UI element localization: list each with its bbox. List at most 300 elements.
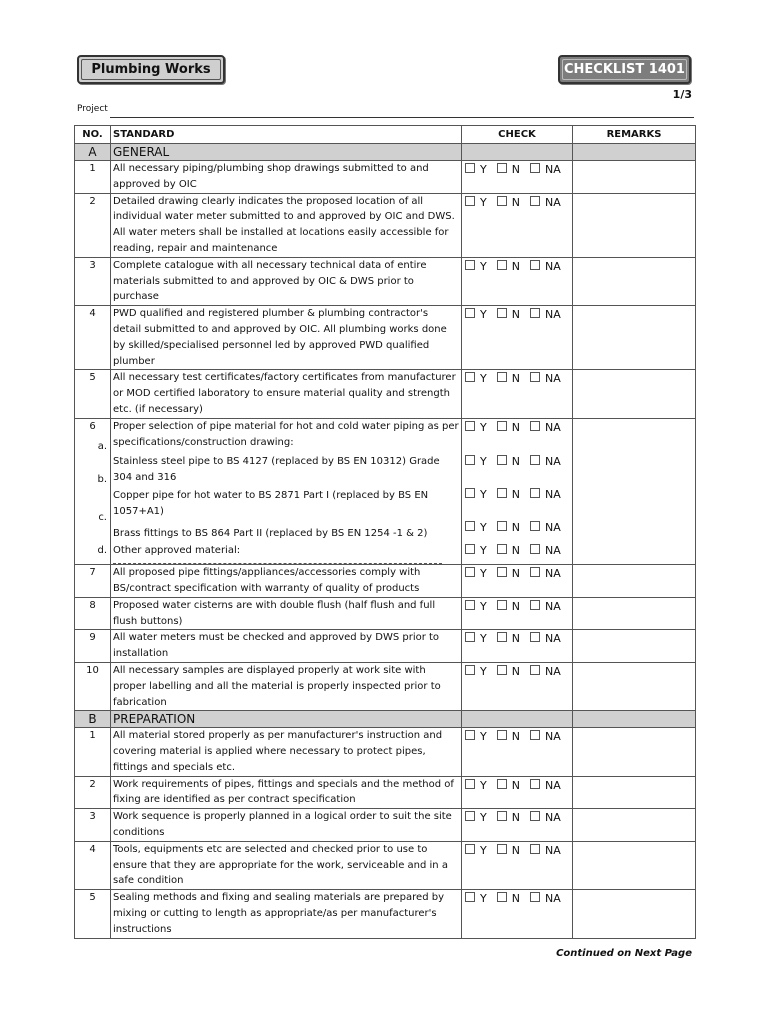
checkbox-na[interactable]: [530, 455, 540, 465]
item-number: [75, 257, 111, 305]
checkbox-label: Y: [480, 664, 487, 678]
checkbox-label: NA: [544, 599, 561, 613]
remarks-cell[interactable]: [573, 662, 696, 710]
checkbox-label: N: [511, 454, 520, 468]
checkbox-na[interactable]: [530, 811, 540, 821]
checkbox-y[interactable]: [465, 730, 475, 740]
checkbox-n[interactable]: [497, 779, 507, 789]
checkbox-label: NA: [544, 543, 561, 557]
checkbox-na[interactable]: [530, 632, 540, 642]
checkbox-y[interactable]: [465, 455, 475, 465]
table-row: [75, 161, 696, 194]
check-option-n: [497, 599, 520, 615]
table-row: [75, 370, 696, 418]
item-number-text: 1: [89, 163, 96, 174]
item-number: [75, 370, 111, 418]
checkbox-n[interactable]: [497, 521, 507, 531]
remarks-cell[interactable]: [573, 597, 696, 630]
table-row: [75, 841, 696, 889]
checkbox-na[interactable]: [530, 421, 540, 431]
item-number-text: 10: [86, 664, 99, 676]
checkbox-n[interactable]: [497, 196, 507, 206]
subitem-text: Stainless steel pipe to BS 4127 (replaced by BS EN 10312) Grade 304 and 316: [113, 456, 440, 484]
item-number-text: 9: [89, 632, 96, 644]
checkbox-label: Y: [480, 163, 487, 176]
checkbox-label: NA: [544, 632, 561, 646]
checkbox-label: NA: [544, 195, 561, 209]
item-number-text: 4: [89, 308, 96, 320]
check-cell: [462, 565, 573, 598]
checkbox-label: NA: [544, 843, 561, 857]
checkbox-label: Y: [480, 520, 487, 534]
checkbox-label: N: [511, 599, 520, 613]
check-cell: [462, 597, 573, 630]
checkbox-y[interactable]: [465, 196, 475, 206]
check-option-y: [465, 843, 487, 859]
check-options: [465, 566, 570, 582]
checkbox-label: N: [511, 420, 520, 434]
check-options: [465, 195, 570, 211]
remarks-cell[interactable]: [573, 161, 696, 194]
section-letter: B: [75, 711, 111, 728]
item-number-text: 6: [89, 420, 96, 432]
checkbox-y[interactable]: [465, 372, 475, 382]
check-option-n: [497, 843, 520, 859]
remarks-cell[interactable]: [573, 809, 696, 842]
page-number: 1/3: [672, 88, 692, 101]
remarks-cell[interactable]: [573, 565, 696, 598]
check-option-na: [530, 843, 561, 859]
check-options: [465, 631, 570, 647]
check-option-n: [497, 520, 520, 536]
checklist-number-box: [558, 55, 691, 84]
check-option-n: [497, 891, 520, 907]
checkbox-label: N: [511, 567, 520, 581]
checkbox-label: Y: [480, 632, 487, 646]
item-number: [75, 728, 111, 776]
section-row: [75, 711, 696, 728]
check-option-na: [530, 259, 561, 275]
standard-text: All water meters must be checked and approved by DWS prior to installation: [113, 632, 440, 660]
check-cell: [462, 630, 573, 663]
check-option-na: [530, 778, 561, 794]
checkbox-n[interactable]: [497, 567, 507, 577]
checkbox-label: NA: [544, 730, 561, 744]
item-number: [75, 597, 111, 630]
check-options: [465, 307, 570, 323]
remarks-cell[interactable]: [573, 776, 696, 809]
checkbox-na[interactable]: [530, 163, 540, 173]
checkbox-label: NA: [544, 163, 561, 176]
checkbox-label: NA: [544, 454, 561, 468]
check-cell: [462, 257, 573, 305]
checkbox-y[interactable]: [465, 665, 475, 675]
standard-cell: [111, 630, 462, 663]
item-number-text: 2: [89, 195, 96, 207]
checkbox-n[interactable]: [497, 892, 507, 902]
checkbox-label: N: [511, 487, 520, 501]
standard-cell: [111, 728, 462, 776]
check-option-na: [530, 599, 561, 615]
checkbox-label: NA: [544, 567, 561, 581]
standard-text: Work sequence is properly planned in a logical order to suit the site conditions: [113, 811, 452, 839]
table-row: [75, 890, 696, 938]
standard-text: Work requirements of pipes, fittings and specials and the method of fixing are identified as per contract specification: [113, 778, 454, 806]
item-number: [75, 841, 111, 889]
item-number: [75, 630, 111, 663]
checkbox-label: N: [511, 811, 520, 825]
item-number-text: 5: [89, 892, 96, 904]
checkbox-na[interactable]: [530, 196, 540, 206]
checkbox-n[interactable]: [497, 308, 507, 318]
checkbox-y[interactable]: [465, 844, 475, 854]
checkbox-y[interactable]: [465, 521, 475, 531]
checkbox-n[interactable]: [497, 455, 507, 465]
checkbox-y[interactable]: [465, 260, 475, 270]
checkbox-label: N: [511, 520, 520, 534]
checkbox-y[interactable]: [465, 544, 475, 554]
standard-cell: [111, 597, 462, 630]
checkbox-na[interactable]: [530, 779, 540, 789]
checkbox-na[interactable]: [530, 844, 540, 854]
section-title: PREPARATION: [111, 711, 462, 728]
item-number: [75, 193, 111, 257]
check-cell: [462, 662, 573, 710]
check-option-n: [497, 631, 520, 647]
table-row: [75, 776, 696, 809]
check-option-n: [497, 566, 520, 582]
remarks-cell[interactable]: [573, 890, 696, 938]
check-option-n: [497, 454, 520, 470]
remarks-cell[interactable]: [573, 841, 696, 889]
item-number-text: 4: [89, 843, 96, 855]
check-options: [465, 810, 570, 826]
check-options: [465, 843, 570, 859]
standard-text: Proper selection of pipe material for hot and cold water piping as per specifications/construction drawing:: [113, 420, 459, 448]
standard-cell: [111, 776, 462, 809]
subitem-text: Brass fittings to BS 864 Part II (replaced by BS EN 1254 -1 & 2): [113, 527, 428, 539]
check-option-y: [465, 631, 487, 647]
checkbox-na[interactable]: [530, 730, 540, 740]
section-remarks-cell: [573, 711, 696, 728]
check-cell: [462, 418, 573, 564]
standard-text: All proposed pipe fittings/appliances/accessories comply with BS/contract specification with warranty of quality of products: [113, 567, 421, 594]
check-option-n: [497, 162, 520, 178]
checkbox-n[interactable]: [497, 632, 507, 642]
check-option-y: [465, 599, 487, 615]
standard-text: Proposed water cisterns are with double flush (half flush and full flush buttons): [113, 599, 436, 627]
item-number: [75, 565, 111, 598]
item-number-text: 8: [89, 599, 96, 611]
check-option-y: [465, 162, 487, 178]
checkbox-n[interactable]: [497, 372, 507, 382]
standard-cell: [111, 565, 462, 598]
table-row: [75, 565, 696, 598]
checkbox-y[interactable]: [465, 600, 475, 610]
checkbox-na[interactable]: [530, 600, 540, 610]
item-number-text: 3: [89, 811, 96, 823]
checkbox-label: Y: [480, 308, 487, 322]
checkbox-y[interactable]: [465, 163, 475, 173]
check-cell: [462, 306, 573, 370]
check-options: [465, 454, 570, 470]
standard-text: PWD qualified and registered plumber & plumbing contractor's detail submitted to and approved by OIC. All plumbing works done by skilled/specialised personnel led by approved PWD qualified plumber: [113, 308, 447, 367]
project-field-line[interactable]: [110, 117, 694, 118]
check-options: [465, 664, 570, 680]
standard-cell: [111, 306, 462, 370]
document-title: Plumbing Works: [91, 62, 211, 77]
check-option-na: [530, 664, 561, 680]
item-number: [75, 418, 111, 564]
remarks-cell[interactable]: [573, 306, 696, 370]
col-header-check: CHECK: [462, 126, 573, 144]
check-option-n: [497, 778, 520, 794]
checkbox-label: Y: [480, 372, 487, 386]
checkbox-label: Y: [480, 730, 487, 744]
standard-cell: [111, 193, 462, 257]
check-option-y: [465, 307, 487, 323]
item-number-text: 7: [89, 567, 96, 579]
checkbox-n[interactable]: [497, 488, 507, 498]
checkbox-y[interactable]: [465, 632, 475, 642]
check-option-y: [465, 778, 487, 794]
check-option-y: [465, 195, 487, 211]
checkbox-na[interactable]: [530, 308, 540, 318]
col-header-no: NO.: [75, 126, 111, 144]
check-option-y: [465, 543, 487, 559]
check-cell: [462, 193, 573, 257]
checkbox-label: N: [511, 308, 520, 322]
project-label: Project: [77, 104, 108, 114]
checkbox-label: NA: [544, 372, 561, 386]
checkbox-y[interactable]: [465, 811, 475, 821]
item-number-text: 2: [89, 778, 96, 790]
checkbox-na[interactable]: [530, 567, 540, 577]
check-option-y: [465, 420, 487, 436]
subitem-letter: a.: [97, 440, 107, 452]
checkbox-label: N: [511, 195, 520, 209]
check-option-n: [497, 543, 520, 559]
standard-cell: [111, 161, 462, 194]
checkbox-label: N: [511, 892, 520, 906]
checkbox-n[interactable]: [497, 665, 507, 675]
check-options: [465, 599, 570, 615]
checkbox-label: N: [511, 664, 520, 678]
check-options: [465, 520, 570, 536]
checkbox-y[interactable]: [465, 892, 475, 902]
checkbox-na[interactable]: [530, 372, 540, 382]
section-letter: A: [75, 144, 111, 161]
checkbox-na[interactable]: [530, 665, 540, 675]
check-option-y: [465, 891, 487, 907]
section-row: [75, 144, 696, 161]
section-check-cell: [462, 144, 573, 161]
subitem-text: Copper pipe for hot water to BS 2871 Part I (replaced by BS EN 1057+A1): [113, 489, 429, 517]
check-option-na: [530, 729, 561, 745]
table-row: [75, 306, 696, 370]
remarks-cell[interactable]: [573, 193, 696, 257]
check-option-na: [530, 891, 561, 907]
remarks-cell[interactable]: [573, 418, 696, 564]
checkbox-n[interactable]: [497, 844, 507, 854]
item-number-text: 1: [89, 730, 96, 742]
check-option-na: [530, 454, 561, 470]
check-option-na: [530, 307, 561, 323]
checkbox-label: Y: [480, 892, 487, 906]
check-option-y: [465, 371, 487, 387]
table-row: [75, 193, 696, 257]
check-cell: [462, 161, 573, 194]
item-number: [75, 809, 111, 842]
table-header-row: [75, 126, 696, 144]
check-option-na: [530, 566, 561, 582]
item-number-text: 3: [89, 259, 96, 271]
checkbox-label: NA: [544, 487, 561, 501]
checkbox-label: NA: [544, 664, 561, 678]
checkbox-na[interactable]: [530, 892, 540, 902]
standard-cell: [111, 370, 462, 418]
continued-note: Continued on Next Page: [556, 948, 692, 959]
section-check-cell: [462, 711, 573, 728]
standard-text: Tools, equipments etc are selected and checked prior to use to ensure that they are appropriate for the work, serviceable and in a safe condition: [113, 843, 448, 887]
remarks-cell[interactable]: [573, 630, 696, 663]
check-option-na: [530, 810, 561, 826]
item-number-text: 5: [89, 372, 96, 384]
remarks-cell[interactable]: [573, 370, 696, 418]
subitem-letter: c.: [98, 511, 107, 523]
checkbox-label: N: [511, 372, 520, 386]
checkbox-label: N: [511, 259, 520, 273]
standard-text: All necessary samples are displayed properly at work site with proper labelling and all the material is properly inspected prior to fabrication: [113, 664, 441, 708]
remarks-cell[interactable]: [573, 257, 696, 305]
checkbox-label: Y: [480, 420, 487, 434]
checkbox-na[interactable]: [530, 544, 540, 554]
checklist-body: [75, 144, 696, 939]
check-option-na: [530, 195, 561, 211]
section-remarks-cell: [573, 144, 696, 161]
standard-text: Detailed drawing clearly indicates the proposed location of all individual water meter submitted to and approved by OIC and DWS. All water meters shall be installed at locations easily accessible for reading, repair and maintenance: [113, 195, 455, 254]
checkbox-label: N: [511, 163, 520, 176]
check-option-n: [497, 420, 520, 436]
check-option-y: [465, 520, 487, 536]
other-material-blank[interactable]: [113, 559, 442, 564]
checkbox-n[interactable]: [497, 730, 507, 740]
checkbox-label: Y: [480, 454, 487, 468]
check-cell: [462, 809, 573, 842]
checkbox-n[interactable]: [497, 600, 507, 610]
check-option-y: [465, 729, 487, 745]
checkbox-n[interactable]: [497, 163, 507, 173]
check-option-y: [465, 487, 487, 503]
checkbox-n[interactable]: [497, 544, 507, 554]
checkbox-label: Y: [480, 778, 487, 792]
checkbox-label: Y: [480, 567, 487, 581]
standard-text: All material stored properly as per manufacturer's instruction and covering material is applied where necessary to protect pipes, fittings and specials etc.: [113, 730, 443, 773]
table-row: [75, 257, 696, 305]
table-row: [75, 418, 696, 564]
standard-text: All necessary piping/plumbing shop drawings submitted to and approved by OIC: [113, 163, 429, 190]
table-row: [75, 597, 696, 630]
table-row: [75, 809, 696, 842]
check-option-na: [530, 162, 561, 178]
checkbox-label: NA: [544, 778, 561, 792]
checklist-number: CHECKLIST 1401: [564, 62, 685, 77]
checkbox-y[interactable]: [465, 567, 475, 577]
checkbox-label: NA: [544, 520, 561, 534]
section-title: GENERAL: [111, 144, 462, 161]
item-number: [75, 161, 111, 194]
checkbox-na[interactable]: [530, 260, 540, 270]
subitem-letter: d.: [97, 545, 107, 557]
checkbox-label: N: [511, 778, 520, 792]
checklist-table: [74, 125, 696, 939]
item-number: [75, 306, 111, 370]
table-row: [75, 728, 696, 776]
check-option-na: [530, 371, 561, 387]
checkbox-na[interactable]: [530, 521, 540, 531]
check-option-n: [497, 195, 520, 211]
checkbox-label: Y: [480, 543, 487, 557]
table-row: [75, 630, 696, 663]
checkbox-n[interactable]: [497, 260, 507, 270]
checkbox-label: N: [511, 543, 520, 557]
standard-text: All necessary test certificates/factory certificates from manufacturer or MOD certified laboratory to ensure material quality and strength etc. (if necessary): [113, 372, 456, 415]
checkbox-label: Y: [480, 843, 487, 857]
document-title-box: [77, 55, 225, 84]
standard-cell: [111, 890, 462, 938]
check-options: [465, 778, 570, 794]
checkbox-y[interactable]: [465, 308, 475, 318]
checkbox-y[interactable]: [465, 779, 475, 789]
check-option-n: [497, 487, 520, 503]
check-option-n: [497, 259, 520, 275]
check-options: [465, 891, 570, 907]
checkbox-label: NA: [544, 259, 561, 273]
col-header-standard: STANDARD: [111, 126, 462, 144]
check-option-n: [497, 371, 520, 387]
remarks-cell[interactable]: [573, 728, 696, 776]
checkbox-y[interactable]: [465, 421, 475, 431]
check-cell: [462, 776, 573, 809]
checkbox-label: N: [511, 632, 520, 646]
check-options: [465, 729, 570, 745]
check-options: [465, 371, 570, 387]
check-option-y: [465, 566, 487, 582]
check-cell: [462, 841, 573, 889]
standard-cell: [111, 809, 462, 842]
checkbox-label: NA: [544, 811, 561, 825]
checkbox-label: Y: [480, 195, 487, 209]
checkbox-n[interactable]: [497, 811, 507, 821]
standard-text: Sealing methods and fixing and sealing materials are prepared by mixing or cutting to length as appropriate/as per manufacturer's instructions: [113, 892, 444, 935]
checkbox-label: Y: [480, 811, 487, 825]
checkbox-label: NA: [544, 308, 561, 322]
col-header-remarks: REMARKS: [573, 126, 696, 144]
check-cell: [462, 890, 573, 938]
check-option-y: [465, 454, 487, 470]
checkbox-y[interactable]: [465, 488, 475, 498]
checkbox-na[interactable]: [530, 488, 540, 498]
standard-cell: [111, 418, 462, 564]
checkbox-n[interactable]: [497, 421, 507, 431]
table-row: [75, 662, 696, 710]
checkbox-label: Y: [480, 487, 487, 501]
check-cell: [462, 370, 573, 418]
standard-text: Complete catalogue with all necessary technical data of entire materials submitted to and approved by OIC & DWS prior to purchase: [113, 259, 427, 303]
check-cell: [462, 728, 573, 776]
check-option-n: [497, 810, 520, 826]
check-option-na: [530, 487, 561, 503]
